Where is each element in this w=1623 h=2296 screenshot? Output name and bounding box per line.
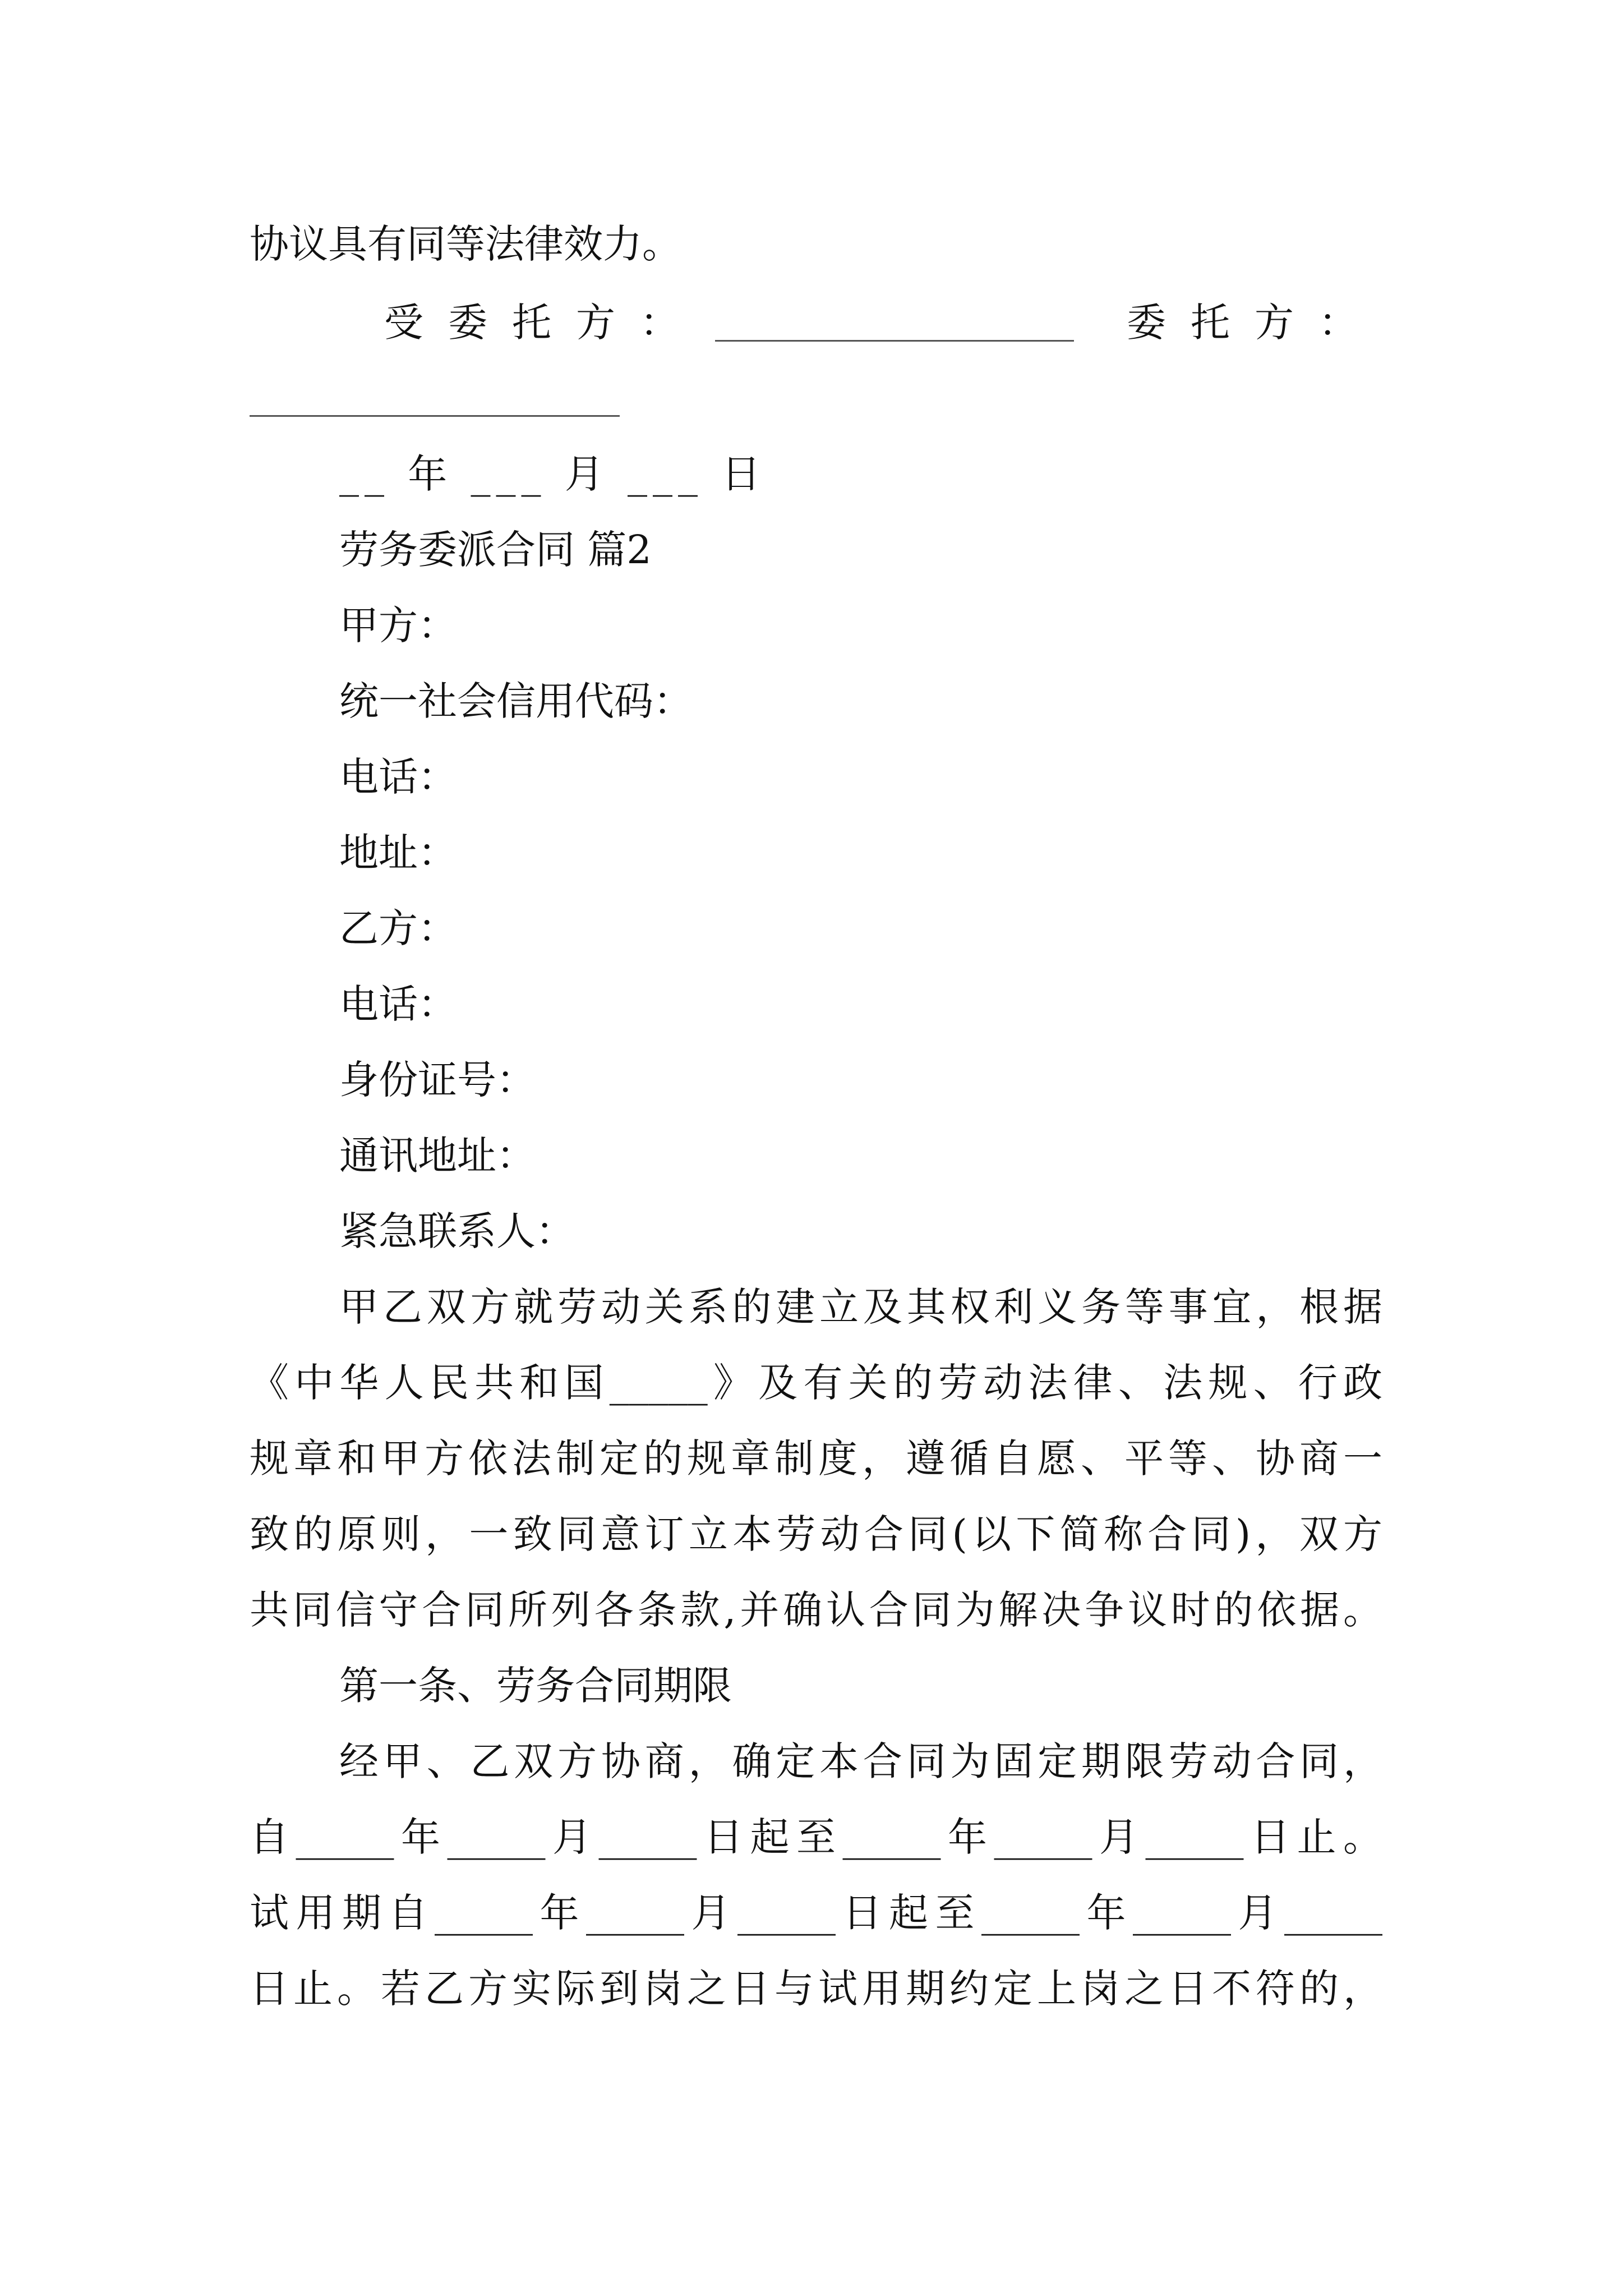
text-line: 协议具有同等法律效力。 [250,221,681,267]
id-number-label: 身份证号： [339,1057,536,1103]
date-line: __ 年 ___ 月 ___ 日 [339,451,767,497]
paragraph-line: 《中华人民共和国_____》及有关的劳动法律、法规、行政 [250,1360,1382,1406]
paragraph-line: 甲乙双方就劳动关系的建立及其权利义务等事宜，根据 [339,1284,1382,1330]
paragraph-line: 规章和甲方依法制定的规章制度，遵循自愿、平等、协商一 [250,1435,1382,1481]
principal-label: 委托方： [1127,300,1382,346]
paragraph-line: 试用期自_____年_____月_____日起至_____年_____月_____ [250,1890,1382,1936]
party-b-label: 乙方： [339,905,457,951]
signature-row [384,297,1382,348]
phone-label: 电话： [339,981,457,1027]
credit-code-label: 统一社会信用代码： [339,678,693,724]
paragraph-line: 自_____年_____月_____日起至_____年_____月_____日止。 [250,1814,1382,1860]
paragraph-line: 致的原则，一致同意订立本劳动合同(以下简称合同)，双方 [250,1511,1382,1557]
paragraph-line: 经甲、乙双方协商，确定本合同为固定期限劳动合同， [339,1738,1382,1784]
agent-signature-blank [715,340,1074,342]
principal-signature-blank [250,415,620,417]
emergency-contact-label: 紧急联系人： [339,1208,575,1254]
section-title: 劳务委派合同 篇2 [339,527,652,573]
paragraph-line: 共同信守合同所列各条款,并确认合同为解决争议时的依据。 [250,1587,1382,1633]
phone-label: 电话： [339,754,457,800]
paragraph-line: 日止。若乙方实际到岗之日与试用期约定上岗之日不符的， [250,1966,1382,2012]
mailing-address-label: 通讯地址： [339,1133,536,1179]
agent-label: 受委托方： [384,300,704,346]
address-label: 地址： [339,830,457,876]
party-a-label: 甲方： [339,602,457,648]
article-heading: 第一条、劳务合同期限 [339,1663,732,1709]
